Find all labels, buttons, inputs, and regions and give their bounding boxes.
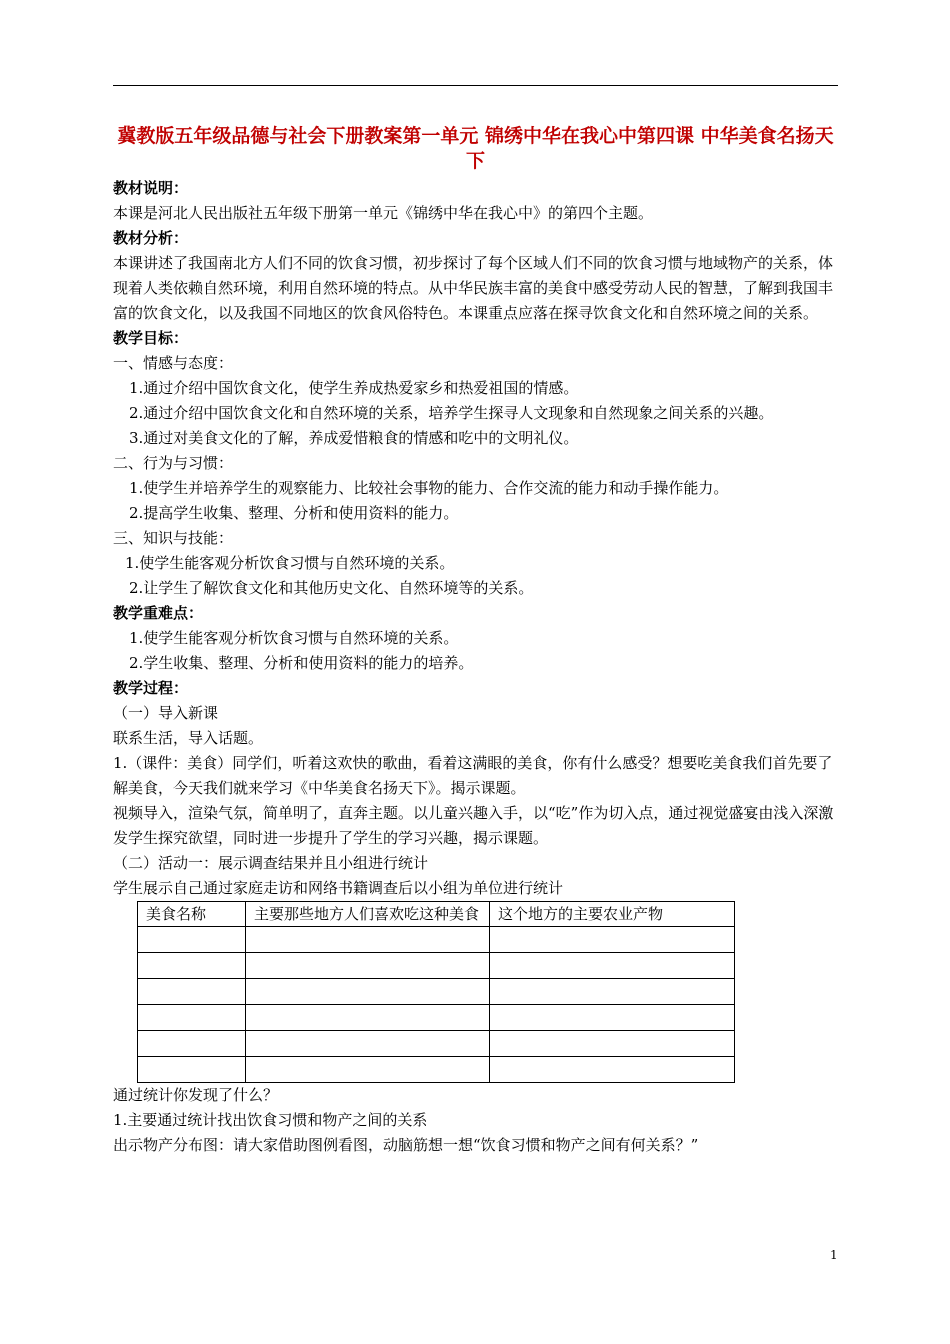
list-item: 2.提高学生收集、整理、分析和使用资料的能力。 — [129, 504, 459, 522]
table-cell — [246, 979, 490, 1005]
list-item: 1.使学生并培养学生的观察能力、比较社会事物的能力、合作交流的能力和动手操作能力。 — [129, 479, 729, 497]
process-step2: （二）活动一：展示调查结果并且小组进行统计 — [113, 854, 429, 872]
material-analysis-heading: 教材分析： — [113, 229, 189, 247]
table-cell — [246, 1057, 490, 1083]
table-row — [138, 1005, 735, 1031]
table-cell — [246, 1005, 490, 1031]
list-item: 2.让学生了解饮食文化和其他历史文化、自然环境等的关系。 — [129, 579, 534, 597]
table-cell — [246, 1031, 490, 1057]
table-header-cell: 主要那些地方人们喜欢吃这种美食 — [246, 902, 490, 927]
table-row — [138, 953, 735, 979]
page-number: 1 — [830, 1248, 838, 1262]
table-cell — [138, 1005, 246, 1031]
paragraph: 学生展示自己通过家庭走访和网络书籍调查后以小组为单位进行统计 — [113, 879, 564, 897]
document-body — [113, 176, 838, 1158]
list-item: 1.使学生能客观分析饮食习惯与自然环境的关系。 — [125, 554, 455, 572]
table-row — [138, 927, 735, 953]
objective2-heading: 二、行为与习惯： — [113, 454, 234, 472]
table-cell — [490, 927, 735, 953]
table-cell — [490, 979, 735, 1005]
list-item: 3.通过对美食文化的了解，养成爱惜粮食的情感和吃中的文明礼仪。 — [129, 429, 579, 447]
table-cell — [138, 927, 246, 953]
table-row — [138, 1031, 735, 1057]
list-item: 1.使学生能客观分析饮食习惯与自然环境的关系。 — [129, 629, 459, 647]
paragraph: 1.主要通过统计找出饮食习惯和物产之间的关系 — [113, 1111, 428, 1129]
objectives-heading: 教学目标： — [113, 329, 189, 347]
material-desc-text: 本课是河北人民出版社五年级下册第一单元《锦绣中华在我心中》的第四个主题。 — [113, 204, 654, 222]
table-row — [138, 1057, 735, 1083]
list-item: 2.通过介绍中国饮食文化和自然环境的关系，培养学生探寻人文现象和自然现象之间关系的兴趣。 — [129, 404, 774, 422]
table-cell — [138, 953, 246, 979]
table-cell — [138, 1057, 246, 1083]
table-cell — [490, 953, 735, 979]
table-cell — [246, 927, 490, 953]
table-cell — [490, 1031, 735, 1057]
process-step1: （一）导入新课 — [113, 704, 219, 722]
table-header-cell: 这个地方的主要农业产物 — [490, 902, 735, 927]
objective3-heading: 三、知识与技能： — [113, 529, 234, 547]
paragraph: 1.（课件：美食）同学们，听着这欢快的歌曲，看着这满眼的美食，你有什么感受？想要吃美食我们首先要了解美食，今天我们就来学习《中华美食名扬天下》。揭示课题。 — [113, 754, 833, 797]
process-heading: 教学过程： — [113, 679, 189, 697]
header-rule — [113, 85, 838, 86]
list-item: 1.通过介绍中国饮食文化，使学生养成热爱家乡和热爱祖国的情感。 — [129, 379, 579, 397]
table-header-row — [138, 902, 735, 927]
paragraph: 联系生活，导入话题。 — [113, 729, 264, 747]
table-cell — [138, 1031, 246, 1057]
document-title: 冀教版五年级品德与社会下册教案第一单元 锦绣中华在我心中第四课 中华美食名扬天下 — [117, 125, 834, 172]
table-cell — [246, 953, 490, 979]
list-item: 2.学生收集、整理、分析和使用资料的能力的培养。 — [129, 654, 474, 672]
table-cell — [490, 1005, 735, 1031]
table-row — [138, 979, 735, 1005]
material-analysis-text: 本课讲述了我国南北方人们不同的饮食习惯，初步探讨了每个区域人们不同的饮食习惯与地域物产的关系，体现着人类依赖自然环境，利用自然环境的特点。从中华民族丰富的美食中感受劳动人民的智慧，了解到我国丰富的饮食文化，以及我国不同地区的饮食风俗特色。本课重点应落在探寻饮食文化和自然环境之间的关系。 — [113, 254, 834, 322]
table-cell — [490, 1057, 735, 1083]
survey-table — [137, 901, 735, 1083]
paragraph: 视频导入，渲染气氛，简单明了，直奔主题。以儿童兴趣入手，以“吃”作为切入点，通过视觉盛宴由浅入深激发学生探究欲望，同时进一步提升了学生的学习兴趣，揭示课题。 — [113, 804, 834, 847]
table-header-cell: 美食名称 — [138, 902, 246, 927]
material-desc-heading: 教材说明： — [113, 179, 189, 197]
paragraph: 出示物产分布图：请大家借助图例看图，动脑筋想一想“饮食习惯和物产之间有何关系？” — [113, 1136, 699, 1154]
table-cell — [138, 979, 246, 1005]
keypoints-heading: 教学重难点： — [113, 604, 204, 622]
objective1-heading: 一、情感与态度： — [113, 354, 234, 372]
paragraph: 通过统计你发现了什么？ — [113, 1086, 279, 1104]
